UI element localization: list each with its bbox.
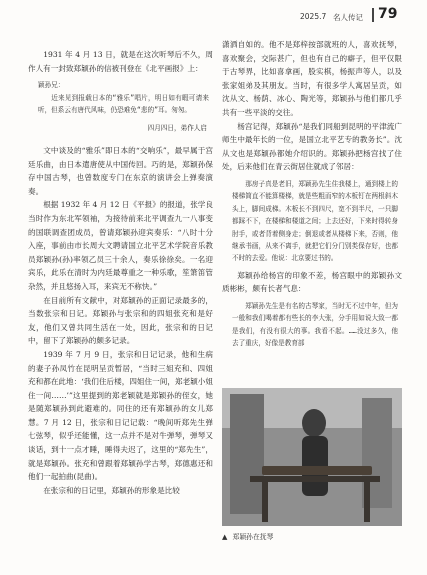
quote-body: 近来见到报载日本的“雅乐”唱片，明日如有暇可请来听，但系云有唐代风味，仍恐难免“悲的”耳。匆匆。 <box>38 93 209 114</box>
paragraph: 在张宗和的日记里，郑颖孙的形象是比较 <box>43 485 180 495</box>
quote-salutation: 颖孙兄： <box>38 81 65 90</box>
paragraph: 在目前所有文献中，对郑颖孙的正面记录最多的，当数张宗和日记。郑颖孙与张宗和的四姐张充和是好友，他们又曾共同生活在一处，因此，张宗和的日记中，留下了郑颖孙的颇多记录。 <box>28 295 213 346</box>
right-column <box>222 38 402 354</box>
left-column <box>28 38 213 497</box>
quote-block <box>222 300 402 350</box>
quote-body: 郑颖孙先生是有名的古琴家，当时无不过中年，但为一般和我们喝着都有些长的李大张，分手用如说大致一都是我们，有没有很大的事。我看不起。……没过多久，他去了重庆，好像是教育部 <box>232 301 398 348</box>
photo-caption <box>222 531 273 541</box>
paragraph: 1931 年 4 月 13 日，就是在这次听琴后不久，周作人有一封致郑颖孙的信被刊登在《北平画报》上： <box>28 50 213 73</box>
caption-text: 郑颖孙在抚琴 <box>232 533 274 541</box>
paragraph: 文中谈及的“雅乐”即日本的“交响乐”，最早属于宫廷乐曲，由日本遣唐使从中国传回。巧的是，郑颖孙保存中国古琴，也曾数度专门在东京的演讲会上弹奏演奏。 <box>28 146 213 196</box>
paragraph: 郑颖孙给杨宫的印象不差，杨宫眼中的郑颖孙文质彬彬，颇有长者气息： <box>222 270 402 294</box>
page-number: 79 <box>378 6 398 22</box>
quote-block <box>28 79 213 116</box>
header-divider <box>372 8 374 22</box>
letter-signature: 四月四日，弟作人启 <box>147 124 207 133</box>
page-header <box>0 0 427 28</box>
quote-body: 那房子真是老旧，郑颖孙先生住我楼上，通到楼上的楼梯简直不能算楼梯，就是些粗而窄的木板钉在两根斜木头上，脚间成梯。木板长不到四尺，宽不到半尺，一只脚都踩不下，在楼梯和楼道之间；上去还好，下来时得转身肘手，或者背着侧身走；倒退或者从楼梯下来，否则，他继承书画，从来不离手，就把它们分门别类保存好，也都不时的去爱。他说：北京要过书的。 <box>232 179 398 263</box>
photo-illustration <box>222 388 402 526</box>
paragraph: 潇洒自如的。他不是郑梓按部就班的人，喜欢抚琴，喜欢聚会，交际甚广，但也有自己的癖子，但平仅限于古琴界，比如喜拿画，股实棋，杨振声等人，以及张家姐弟及其朋友。当时，有很多学人寓居呈贡，如沈从文、杨荫、冰心、陶光等，郑颖孙与他们都几乎共有一些平淡的交往。 <box>222 40 402 117</box>
paragraph: 1939 年 7 月 9 日，张宗和日记记录，他和生病的妻子孙凤竹在昆明呈贡暂居，“当时三姐充和、四姐充和都在此地：‘我们住后楼，四姐住一间，郑老颖小姐住一间……’”这里提到的郑老颖就是郑颖孙的侄女，她是随郑颖孙到此避难的。同住的还有郑颖孙的女儿郑慧。7 月 12 日，张宗和日记记载：“晚间听郑先生弹七弦琴，似乎还能懂，这一点并不是对牛弹琴，弹琴又谈话，到十一点才睡，睡得夫迟了，这里的“郑先生”，就是郑颖孙。张充和曾跟着郑颖孙学古琴，郑德惠还和他们一起拍曲(昆曲)。 <box>28 349 213 482</box>
issue-number: 2025.7 <box>300 12 327 21</box>
quote-block <box>222 178 402 265</box>
column-name: 名人传记 <box>333 13 363 22</box>
paragraph: 杨宫记得，郑颖孙“是我们同船到昆明的平津流广师生中最年长的一位，是国立北平艺专的教务长”。沈从文也是郑颖孙都她介绍识的。郑颖孙把杨宫找了住处，后来他们在青云街居住就成了邻居： <box>222 121 402 172</box>
guqin-photo <box>222 388 402 526</box>
paragraph: 根据 1932 年 4 月 12 日《平报》的报道，张学良当时作为东北军领袖，为接待前来北平调查九一八事变的国联调查团成员，曾请郑颖孙迎宾奏乐：“八时十分入座，事前由市长周大文聘请国立北平艺术学院音乐教员郑颖孙(孙)率领乙员三十余人，奏乐徐徐矣。一名迎宾乐，此乐在清时为内廷最尊重之一种乐歌，笙箫笛管杂然，并且悠扬入耳，来宾无不称快。” <box>28 200 213 291</box>
caption-marker-icon: ▲ <box>222 533 228 541</box>
